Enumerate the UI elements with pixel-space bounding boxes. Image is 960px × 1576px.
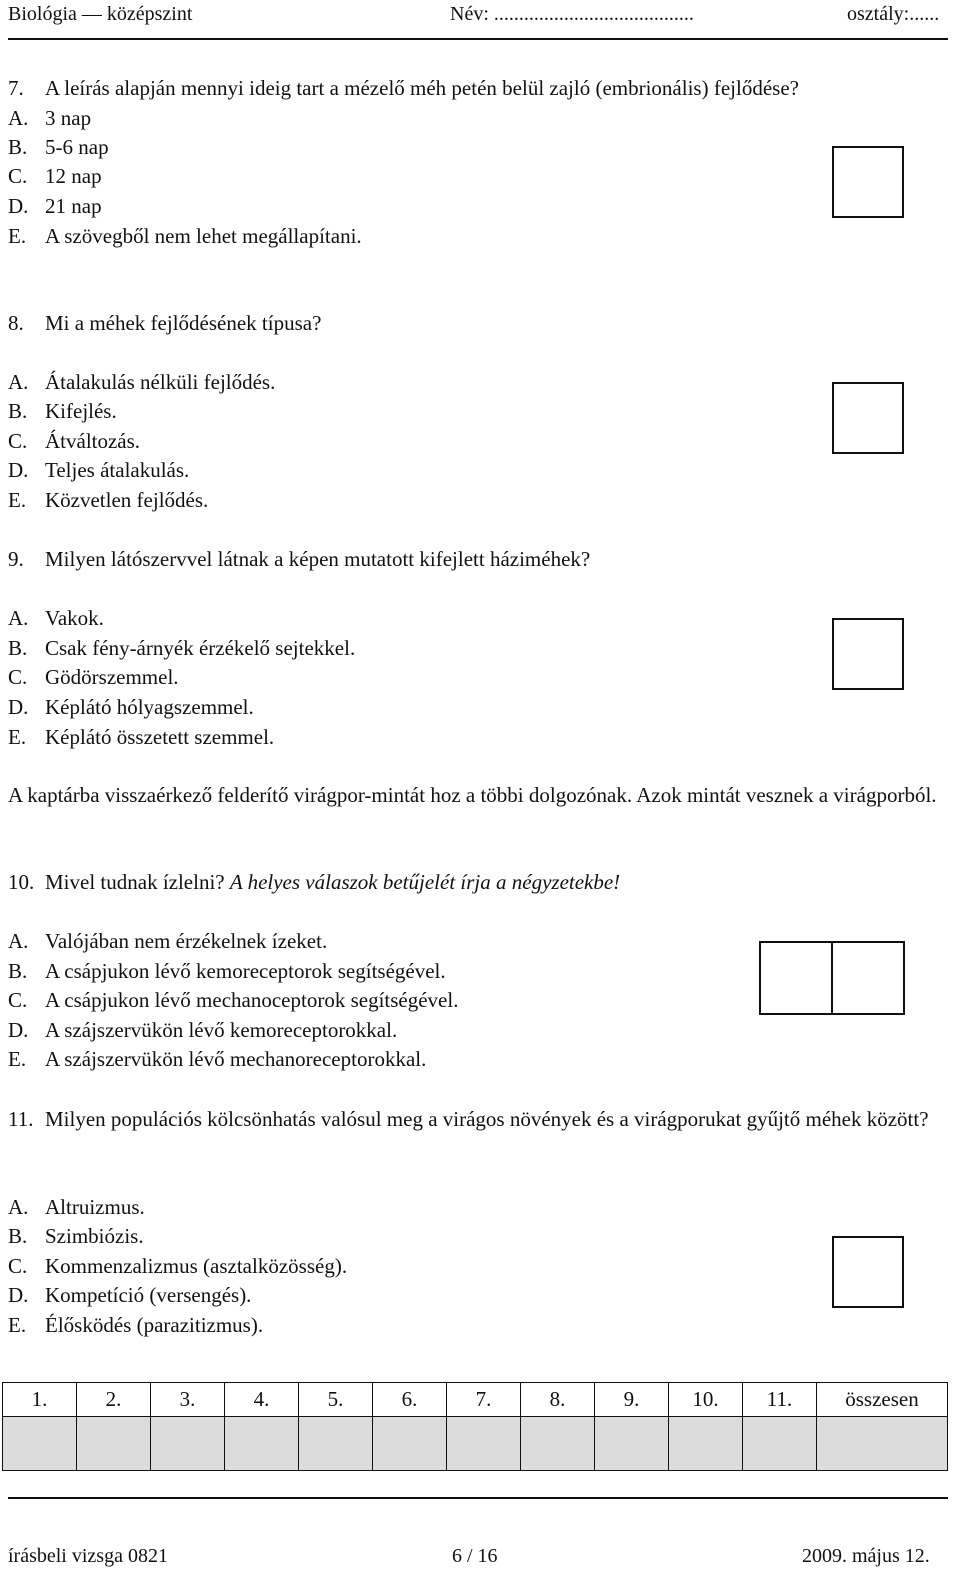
q8-option-e: E. Közvetlen fejlődés. — [8, 488, 209, 512]
q11-option-e: E. Élősködés (parazitizmus). — [8, 1313, 264, 1337]
score-total-cell[interactable] — [817, 1417, 948, 1471]
score-table-header-row — [3, 1383, 948, 1417]
score-header-cell: 9. — [595, 1383, 669, 1417]
score-header-cell: összesen — [817, 1383, 948, 1417]
q7-option-b: B. 5-6 nap — [8, 135, 109, 159]
context-paragraph: A kaptárba visszaérkező felderítő virágpor-mintát hoz a többi dolgozónak. Azok mintát vesznek a virágporból. — [8, 783, 937, 807]
score-cell[interactable] — [595, 1417, 669, 1471]
q8-answer-box[interactable] — [832, 382, 904, 454]
footer-rule — [8, 1497, 948, 1499]
score-cell[interactable] — [299, 1417, 373, 1471]
q7-option-a: A. 3 nap — [8, 106, 92, 130]
question-instruction: A helyes válaszok betűjelét írja a négyzetekbe! — [229, 870, 621, 894]
q10-answer-box-2[interactable] — [831, 941, 905, 1015]
q7-option-c: C. 12 nap — [8, 164, 102, 188]
score-cell[interactable] — [521, 1417, 595, 1471]
q11-answer-box[interactable] — [832, 1236, 904, 1308]
score-cell[interactable] — [225, 1417, 299, 1471]
q9-answer-box[interactable] — [832, 618, 904, 690]
score-header-cell: 6. — [373, 1383, 447, 1417]
question-text: Milyen populációs kölcsönhatás valósul meg a virágos növények és a virágporukat gyűjtő méhek között? — [45, 1107, 929, 1131]
q9-option-c: C. Gödörszemmel. — [8, 665, 179, 689]
header-class-field: osztály:...... — [847, 3, 940, 25]
score-cell[interactable] — [447, 1417, 521, 1471]
question-text: Milyen látószervvel látnak a képen mutatott kifejlett háziméhek? — [45, 547, 591, 571]
q10-option-a: A. Valójában nem érzékelnek ízeket. — [8, 929, 328, 953]
question-10 — [8, 872, 620, 893]
score-cell[interactable] — [151, 1417, 225, 1471]
q11-option-c: C. Kommenzalizmus (asztalközösség). — [8, 1254, 348, 1278]
score-header-cell: 7. — [447, 1383, 521, 1417]
question-number: 11. — [8, 1107, 34, 1131]
score-cell[interactable] — [669, 1417, 743, 1471]
score-header-cell: 10. — [669, 1383, 743, 1417]
score-header-cell: 1. — [3, 1383, 77, 1417]
header-rule — [8, 38, 948, 40]
q11-option-b: B. Szimbiózis. — [8, 1224, 144, 1248]
question-number: 7. — [8, 76, 24, 100]
q7-option-d: D. 21 nap — [8, 194, 102, 218]
question-text: Mi a méhek fejlődésének típusa? — [45, 311, 322, 335]
score-cell[interactable] — [77, 1417, 151, 1471]
question-8 — [8, 313, 321, 334]
q9-option-b: B. Csak fény-árnyék érzékelő sejtekkel. — [8, 636, 356, 660]
score-table-points-row — [3, 1417, 948, 1471]
q8-option-b: B. Kifejlés. — [8, 399, 117, 423]
score-header-cell: 3. — [151, 1383, 225, 1417]
q7-option-e: E. A szövegből nem lehet megállapítani. — [8, 224, 362, 248]
q11-option-d: D. Kompetíció (versengés). — [8, 1283, 252, 1307]
q11-option-a: A. Altruizmus. — [8, 1195, 145, 1219]
q10-option-e: E. A szájszervükön lévő mechanoreceptorokkal. — [8, 1047, 427, 1071]
q7-answer-box[interactable] — [832, 146, 904, 218]
footer-exam-code: írásbeli vizsga 0821 — [8, 1545, 168, 1567]
score-header-cell: 5. — [299, 1383, 373, 1417]
q8-option-d: D. Teljes átalakulás. — [8, 458, 190, 482]
q9-option-a: A. Vakok. — [8, 606, 104, 630]
header-name-field: Név: ........................................ — [450, 3, 694, 25]
q10-option-d: D. A szájszervükön lévő kemoreceptorokkal. — [8, 1018, 398, 1042]
score-cell[interactable] — [743, 1417, 817, 1471]
score-header-cell: 8. — [521, 1383, 595, 1417]
question-number: 10. — [8, 870, 35, 894]
question-9 — [8, 549, 590, 570]
q9-option-d: D. Képlátó hólyagszemmel. — [8, 695, 254, 719]
score-table — [2, 1382, 948, 1471]
footer-date: 2009. május 12. — [802, 1545, 930, 1567]
header-subject: Biológia — középszint — [8, 3, 193, 25]
score-header-cell: 4. — [225, 1383, 299, 1417]
question-7 — [8, 78, 799, 99]
question-text: A leírás alapján mennyi ideig tart a mézelő méh petén belül zajló (embrionális) fejlődése? — [45, 76, 799, 100]
q10-option-c: C. A csápjukon lévő mechanoceptorok segítségével. — [8, 988, 459, 1012]
q10-option-b: B. A csápjukon lévő kemoreceptorok segítségével. — [8, 959, 446, 983]
question-11 — [8, 1104, 948, 1134]
score-header-cell: 2. — [77, 1383, 151, 1417]
q9-option-e: E. Képlátó összetett szemmel. — [8, 725, 275, 749]
question-number: 9. — [8, 547, 24, 571]
score-cell[interactable] — [373, 1417, 447, 1471]
question-number: 8. — [8, 311, 24, 335]
score-header-cell: 11. — [743, 1383, 817, 1417]
question-text: Mivel tudnak ízlelni? — [45, 870, 225, 894]
score-cell[interactable] — [3, 1417, 77, 1471]
q10-answer-box-1[interactable] — [759, 941, 833, 1015]
q8-option-c: C. Átváltozás. — [8, 429, 141, 453]
q8-option-a: A. Átalakulás nélküli fejlődés. — [8, 370, 276, 394]
footer-page-number: 6 / 16 — [452, 1545, 498, 1567]
